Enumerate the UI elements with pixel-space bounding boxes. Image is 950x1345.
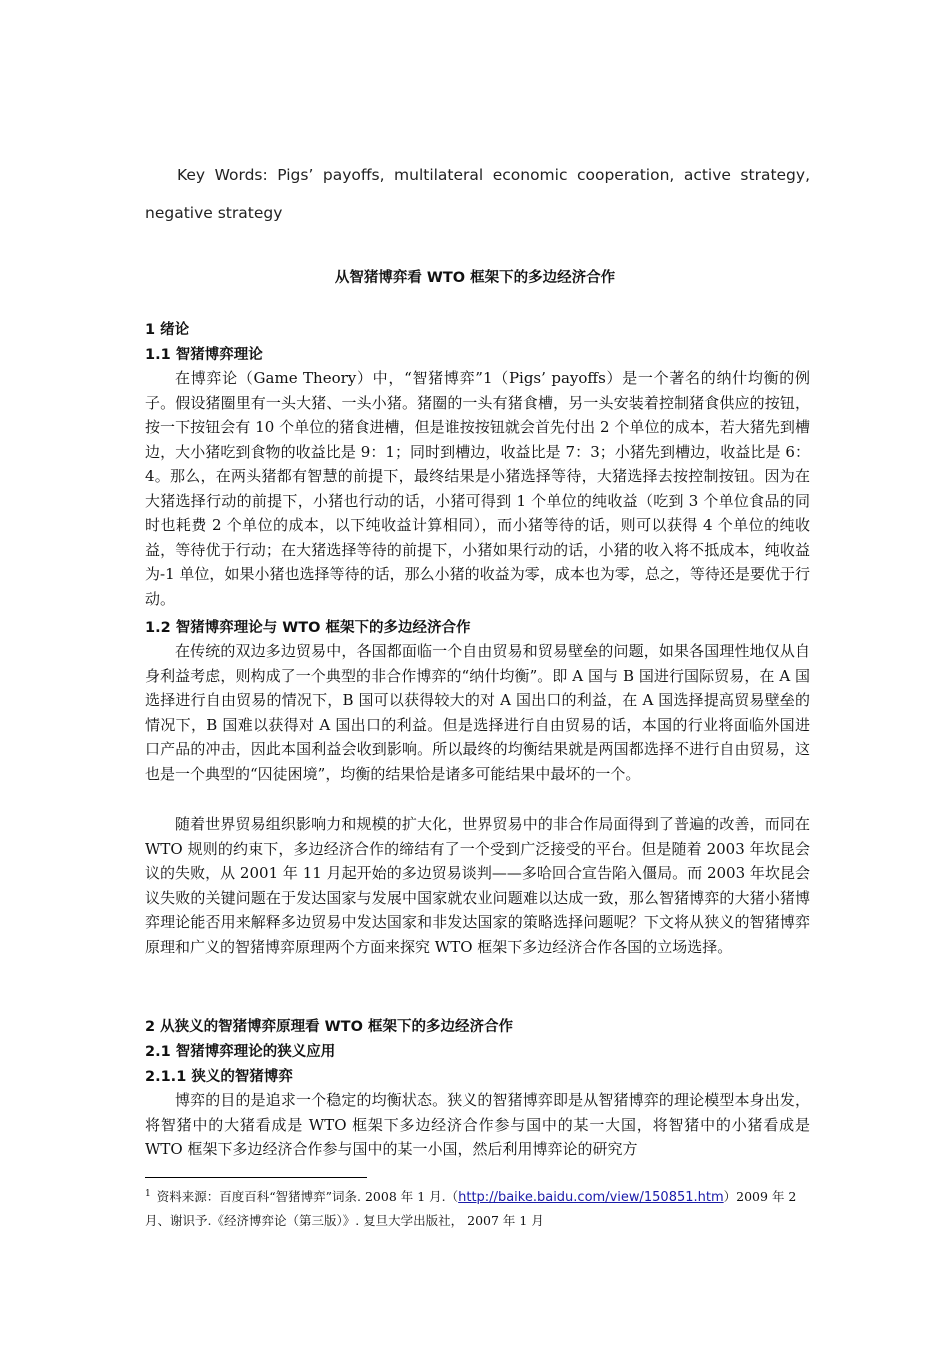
article-title: 从智猪博弈看 WTO 框架下的多边经济合作: [334, 270, 616, 286]
footnote-separator: [145, 1177, 367, 1178]
footnote-text-before: 资料来源：百度百科“智猪博弈”词条. 2008 年 1 月.（: [156, 1189, 459, 1205]
paragraph-wto-doha: 随着世界贸易组织影响力和规模的扩大化，世界贸易中的非合作局面得到了普遍的改善，而同在 WTO 规则的约束下，多边经济合作的缔结有了一个受到广泛接受的平台。但是随着 2003 年坎昆会议的失败，从 2001 年 11 月起开始的多边贸易谈判——多哈回合宣告陷入僵局。而 2003 年坎昆会议失败的关键问题在于发达国家与发展中国家就农业问题难以达成一致，那么智猪博弈的大猪小猪博弈理论能否用来解释多边贸易中发达国家和非发达国家的策略选择问题呢？下文将从狭义的智猪博弈原理和广义的智猪博弈原理两个方面来探究 WTO 框架下多边经济合作各国的立场选择。: [145, 815, 810, 956]
keywords-line: Key Words: Pigs’ payoffs, multilateral economic cooperation, active strategy, negative strategy: [145, 166, 810, 222]
footnote-link[interactable]: http://baike.baidu.com/view/150851.htm: [458, 1190, 724, 1206]
section-heading-1-1: 1.1 智猪博弈理论: [145, 347, 263, 363]
footnote-marker: 1: [145, 1189, 151, 1199]
section-heading-2-1-1: 2.1.1 狭义的智猪博弈: [145, 1069, 293, 1085]
paragraph-trade-dilemma: 在传统的双边多边贸易中，各国都面临一个自由贸易和贸易壁垒的问题，如果各国理性地仅从自身利益考虑，则构成了一个典型的非合作博弈的“纳什均衡”。即 A 国与 B 国进行国际贸易，在 A 国选择进行自由贸易的情况下，B 国可以获得较大的对 A 国出口的利益，在 A 国选择提高贸易壁垒的情况下，B 国难以获得对 A 国出口的利益。但是选择进行自由贸易的话，本国的行业将面临外国进口产品的冲击，因此本国利益会收到影响。所以最终的均衡结果就是两国都选择不进行自由贸易，这也是一个典型的“囚徒困境”，均衡的结果恰是诸多可能结果中最坏的一个。: [145, 642, 810, 783]
section-heading-2-1: 2.1 智猪博弈理论的狭义应用: [145, 1044, 336, 1060]
paragraph-narrow-pigs: 博弈的目的是追求一个稳定的均衡状态。狭义的智猪博弈即是从智猪博弈的理论模型本身出发，将智猪中的大猪看成是 WTO 框架下多边经济合作参与国中的某一大国，将智猪中的小猪看成是 WTO 框架下多边经济合作参与国中的某一小国，然后利用博弈论的研究方: [145, 1091, 810, 1158]
section-heading-1-2: 1.2 智猪博弈理论与 WTO 框架下的多边经济合作: [145, 620, 471, 636]
paragraph-game-theory: 在博弈论（Game Theory）中，“智猪博弈”1（Pigs’ payoffs）是一个著名的纳什均衡的例子。假设猪圈里有一头大猪、一头小猪。猪圈的一头有猪食槽，另一头安装着控制猪食供应的按钮，按一下按钮会有 10 个单位的猪食进槽，但是谁按按钮就会首先付出 2 个单位的成本，若大猪先到槽边，大小猪吃到食物的收益比是 9：1；同时到槽边，收益比是 7：3；小猪先到槽边，收益比是 6：4。那么，在两头猪都有智慧的前提下，最终结果是小猪选择等待，大猪选择去按控制按钮。因为在大猪选择行动的前提下，小猪也行动的话，小猪可得到 1 个单位的纯收益（吃到 3 个单位食品的同时也耗费 2 个单位的成本，以下纯收益计算相同），而小猪等待的话，则可以获得 4 个单位的纯收益，等待优于行动；在大猪选择等待的前提下，小猪如果行动的话，小猪的收入将不抵成本，纯收益为-1 单位，如果小猪也选择等待的话，那么小猪的收益为零，成本也为零，总之，等待还是要优于行动。: [145, 369, 810, 608]
footnote: [145, 1183, 825, 1232]
section-heading-2: 2 从狭义的智猪博弈原理看 WTO 框架下的多边经济合作: [145, 1019, 513, 1035]
section-heading-1: 1 绪论: [145, 322, 190, 338]
footnote-text-after: ）2009 年 2 月、谢识予.《经济博弈论（第三版）》. 复旦大学出版社， 2007 年 1 月: [145, 1189, 797, 1229]
